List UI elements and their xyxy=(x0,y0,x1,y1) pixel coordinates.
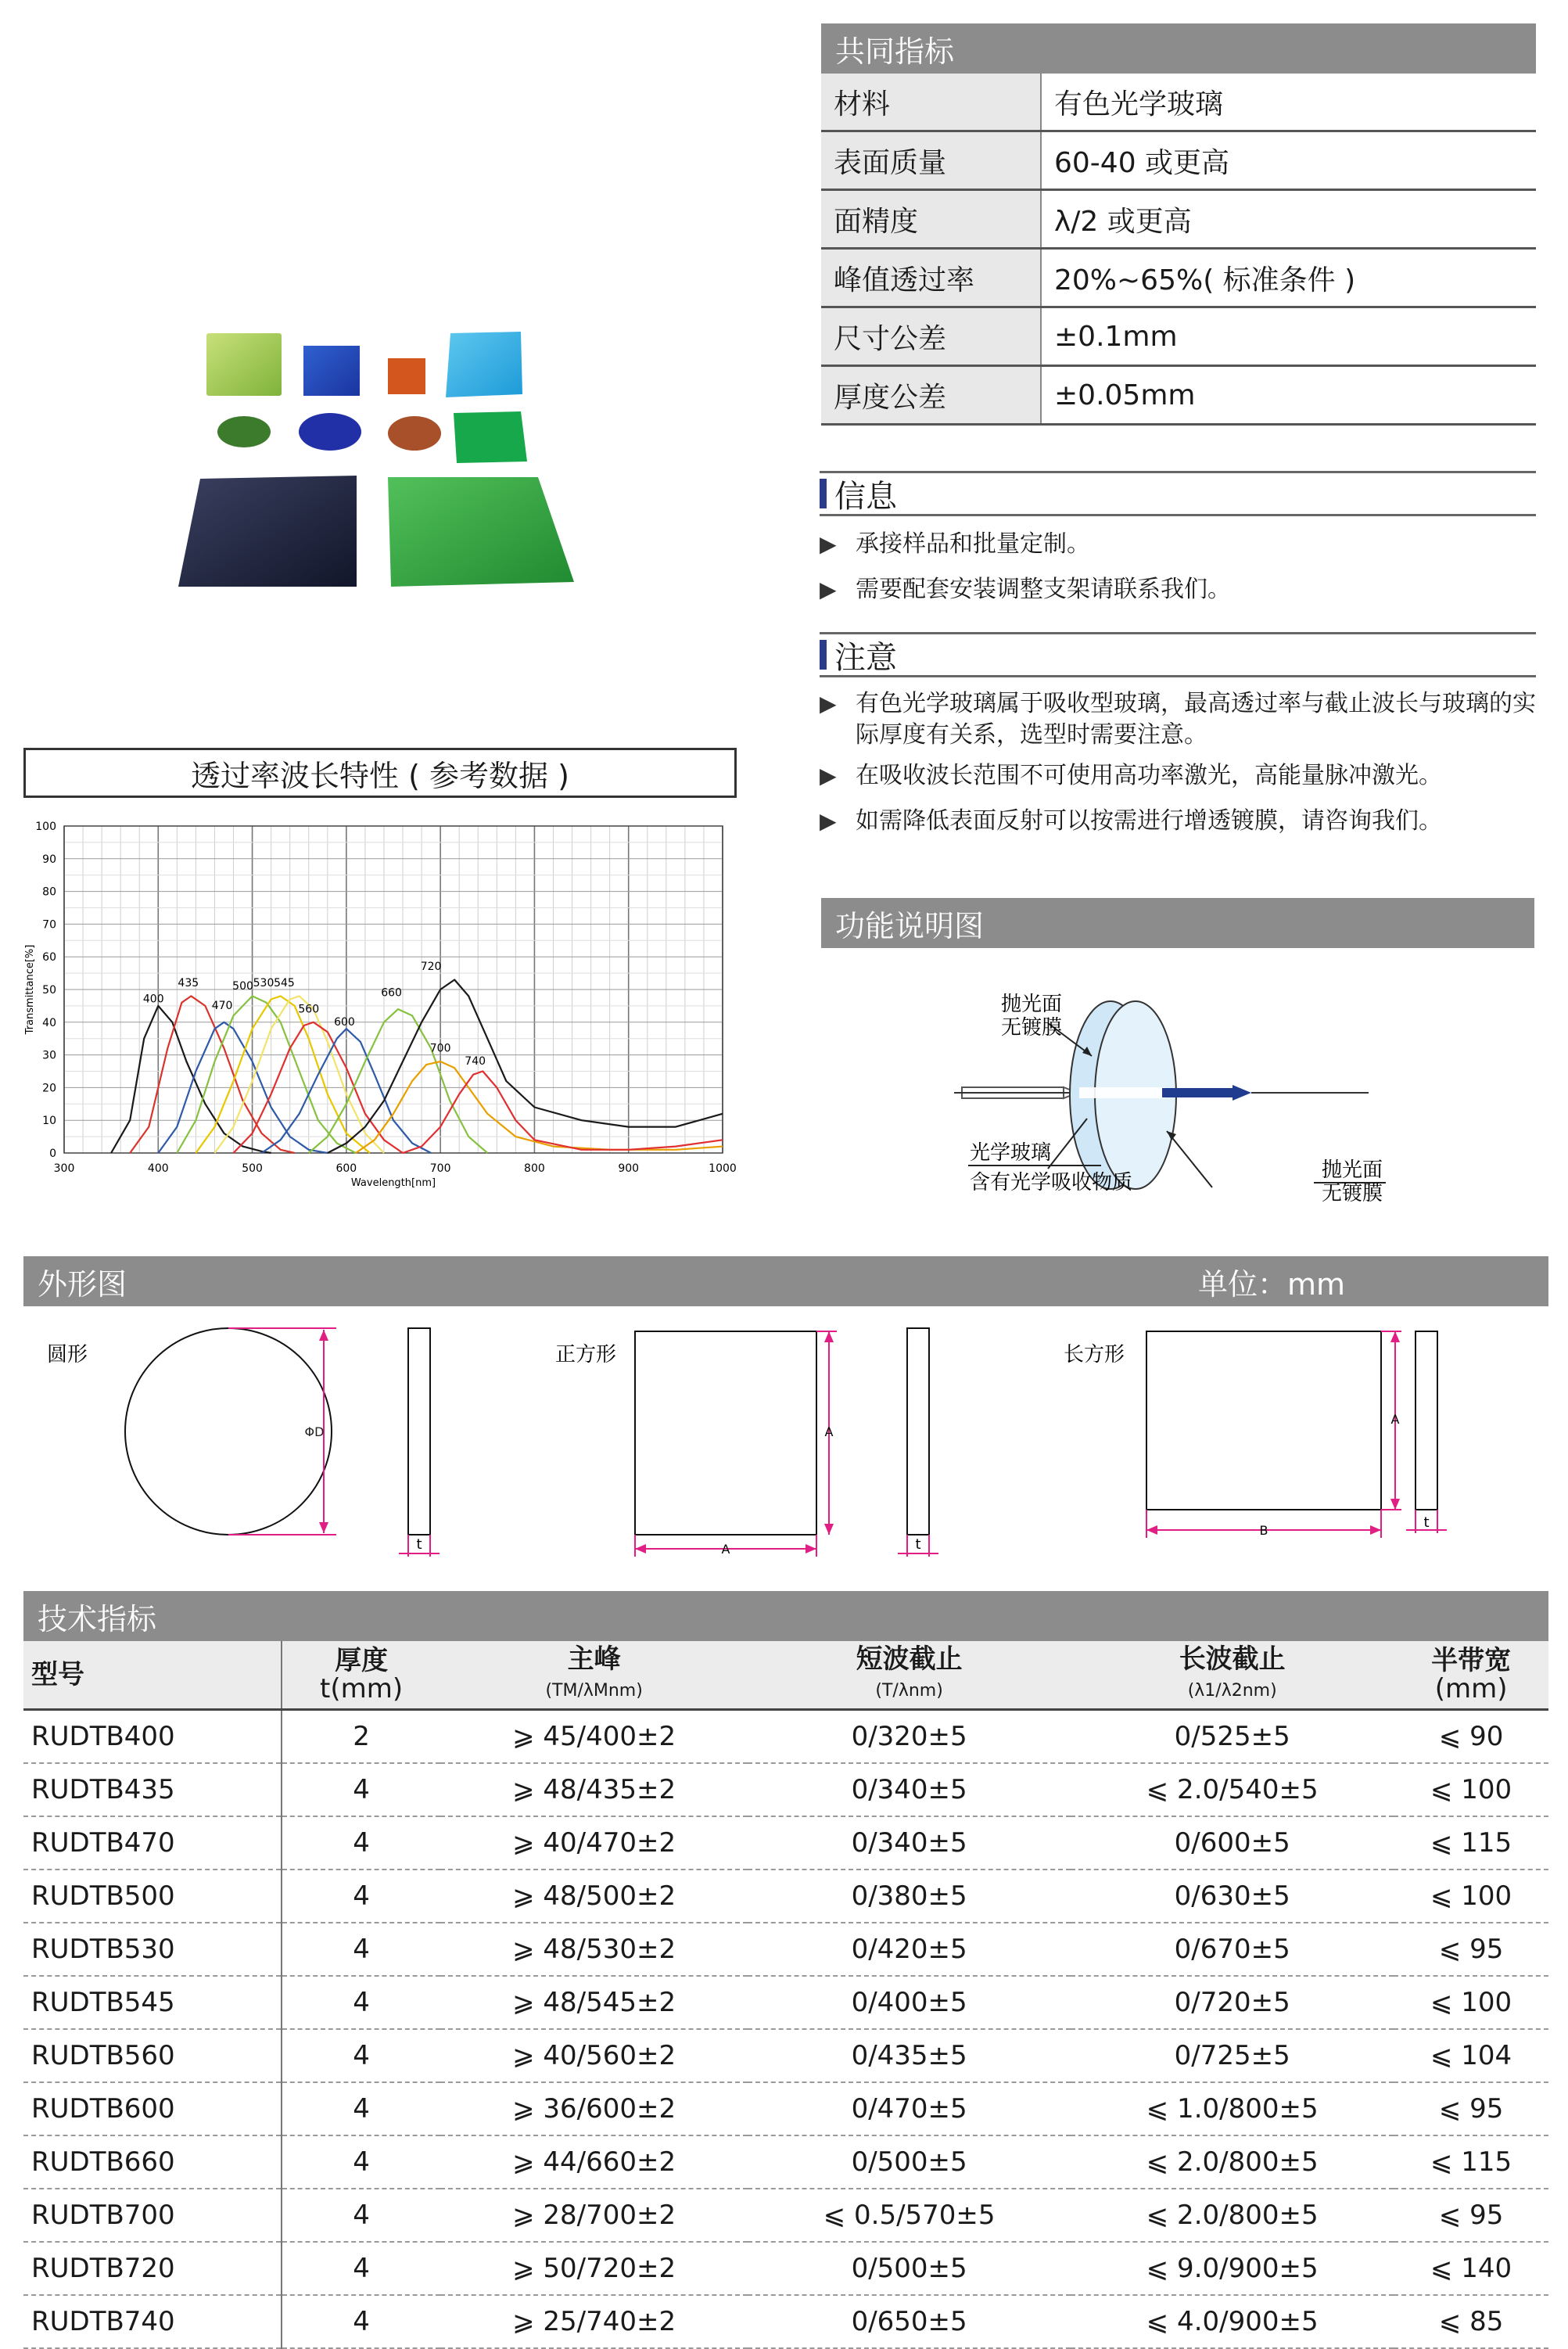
spec-table xyxy=(821,74,1536,426)
model-cell: RUDTB600 xyxy=(23,2082,282,2135)
x-tick-label: 700 xyxy=(429,1162,451,1175)
model-cell: RUDTB435 xyxy=(23,1763,282,1816)
model-cell: RUDTB560 xyxy=(23,2029,282,2082)
x-tick-label: 300 xyxy=(53,1162,75,1175)
short-cut-cell: 0/650±5 xyxy=(748,2295,1071,2348)
series-line-740 xyxy=(403,1072,723,1154)
transmittance-chart xyxy=(16,821,743,1212)
tech-title: 技术指标 xyxy=(23,1591,1548,1641)
x-tick-label: 1000 xyxy=(709,1162,737,1175)
spec-row xyxy=(821,366,1536,425)
spec-value: 20%~65%( 标准条件 ) xyxy=(1041,249,1536,307)
notes-title: 注意 xyxy=(834,639,897,676)
col-model: 型号 xyxy=(23,1641,282,1710)
label-right-2: 无镀膜 xyxy=(1322,1182,1383,1205)
long-cut-cell: ⩽ 4.0/900±5 xyxy=(1071,2295,1394,2348)
thickness-cell: 4 xyxy=(282,1816,440,1870)
peak-cell: ⩾ 40/470±2 xyxy=(440,1816,748,1870)
tech-row xyxy=(23,2242,1548,2295)
outline-title: 外形图 xyxy=(38,1266,127,1302)
bandwidth-cell: ⩽ 95 xyxy=(1394,2189,1548,2242)
outline-drawings xyxy=(23,1322,1548,1572)
thickness-cell: 4 xyxy=(282,2135,440,2189)
bandwidth-cell: ⩽ 140 xyxy=(1394,2242,1548,2295)
note-text: 有色光学玻璃属于吸收型玻璃，最高透过率与截止波长与玻璃的实际厚度有关系，选型时需要注意。 xyxy=(856,690,1536,749)
col-long-cut: 长波截止 (λ1/λ2nm) xyxy=(1071,1641,1394,1710)
dim-a-vertical: A xyxy=(824,1424,834,1439)
model-cell: RUDTB530 xyxy=(23,1923,282,1976)
section-marker xyxy=(820,479,827,508)
spec-key: 峰值透过率 xyxy=(821,249,1041,307)
dim-t: t xyxy=(1423,1514,1430,1531)
note-item xyxy=(820,806,1536,837)
tech-row xyxy=(23,2189,1548,2242)
long-cut-cell: 0/670±5 xyxy=(1071,1923,1394,1976)
long-cut-cell: 0/630±5 xyxy=(1071,1870,1394,1923)
long-cut-cell: 0/600±5 xyxy=(1071,1816,1394,1870)
tech-row xyxy=(23,2082,1548,2135)
bandwidth-cell: ⩽ 100 xyxy=(1394,1763,1548,1816)
y-tick-label: 90 xyxy=(42,853,56,866)
short-cut-cell: 0/320±5 xyxy=(748,1710,1071,1764)
spec-key: 材料 xyxy=(821,74,1041,131)
y-tick-label: 20 xyxy=(42,1082,56,1095)
thickness-cell: 4 xyxy=(282,1923,440,1976)
bullet-arrow-icon: ▶ xyxy=(820,763,837,788)
spec-row xyxy=(821,74,1536,131)
short-cut-cell: 0/500±5 xyxy=(748,2135,1071,2189)
short-cut-cell: 0/435±5 xyxy=(748,2029,1071,2082)
thickness-cell: 4 xyxy=(282,2295,440,2348)
x-tick-label: 600 xyxy=(335,1162,357,1175)
y-tick-label: 100 xyxy=(35,821,56,833)
model-cell: RUDTB700 xyxy=(23,2189,282,2242)
y-tick-label: 30 xyxy=(42,1049,56,1062)
square-shape xyxy=(635,1331,816,1535)
long-cut-cell: ⩽ 2.0/540±5 xyxy=(1071,1763,1394,1816)
tech-row xyxy=(23,1870,1548,1923)
label-left-2: 含有光学吸收物质 xyxy=(970,1171,1133,1194)
model-cell: RUDTB500 xyxy=(23,1870,282,1923)
short-cut-cell: 0/340±5 xyxy=(748,1763,1071,1816)
peak-label: 600 xyxy=(334,1015,355,1029)
notes-heading xyxy=(820,632,1536,677)
bandwidth-cell: ⩽ 100 xyxy=(1394,1870,1548,1923)
label-top-1: 抛光面 xyxy=(1001,993,1063,1016)
col-thickness: 厚度 t(mm) xyxy=(282,1641,440,1710)
model-cell: RUDTB740 xyxy=(23,2295,282,2348)
tech-row xyxy=(23,1710,1548,1764)
long-cut-cell: 0/525±5 xyxy=(1071,1710,1394,1764)
label-top-2: 无镀膜 xyxy=(1001,1016,1063,1040)
thickness-cell: 4 xyxy=(282,2029,440,2082)
y-tick-label: 70 xyxy=(42,918,56,932)
bandwidth-cell: ⩽ 85 xyxy=(1394,2295,1548,2348)
model-cell: RUDTB660 xyxy=(23,2135,282,2189)
info-section xyxy=(820,471,1536,620)
bandwidth-cell: ⩽ 104 xyxy=(1394,2029,1548,2082)
spec-value: 60-40 或更高 xyxy=(1041,131,1536,190)
tech-row xyxy=(23,2295,1548,2348)
spec-row xyxy=(821,190,1536,249)
peak-cell: ⩾ 36/600±2 xyxy=(440,2082,748,2135)
square-label: 正方形 xyxy=(555,1343,617,1367)
thickness-cell: 4 xyxy=(282,1976,440,2029)
short-cut-cell: ⩽ 0.5/570±5 xyxy=(748,2189,1071,2242)
peak-label: 435 xyxy=(178,976,199,990)
rect-shape xyxy=(1146,1331,1381,1510)
thickness-cell: 2 xyxy=(282,1710,440,1764)
round-side xyxy=(408,1328,430,1535)
info-item xyxy=(820,574,1536,620)
long-cut-cell: ⩽ 9.0/900±5 xyxy=(1071,2242,1394,2295)
bullet-arrow-icon: ▶ xyxy=(820,531,837,557)
peak-cell: ⩾ 40/560±2 xyxy=(440,2029,748,2082)
peak-label: 545 xyxy=(274,976,295,990)
thickness-cell: 4 xyxy=(282,1870,440,1923)
peak-label: 660 xyxy=(381,986,402,1000)
peak-label: 470 xyxy=(211,1000,233,1013)
function-diagram-title: 功能说明图 xyxy=(821,898,1534,948)
peak-label: 400 xyxy=(142,993,164,1006)
tech-row xyxy=(23,1923,1548,1976)
bandwidth-cell: ⩽ 90 xyxy=(1394,1710,1548,1764)
y-tick-label: 80 xyxy=(42,885,56,899)
note-text: 在吸收波长范围不可使用高功率激光，高能量脉冲激光。 xyxy=(856,762,1442,789)
bandwidth-cell: ⩽ 95 xyxy=(1394,1923,1548,1976)
outline-header xyxy=(23,1256,1548,1306)
tech-header-row xyxy=(23,1641,1548,1710)
outline-unit: 单位：mm xyxy=(1197,1266,1345,1302)
x-tick-label: 500 xyxy=(242,1162,263,1175)
chart-title: 透过率波长特性 ( 参考数据 ) xyxy=(23,748,737,798)
beam-absorbed xyxy=(1162,1088,1233,1097)
peak-cell: ⩾ 45/400±2 xyxy=(440,1710,748,1764)
spec-value: ±0.05mm xyxy=(1041,366,1536,425)
col-bandwidth: 半带宽 (mm) xyxy=(1394,1641,1548,1710)
square-side xyxy=(907,1328,929,1535)
label-right-1: 抛光面 xyxy=(1322,1158,1383,1182)
info-text: 承接样品和批量定制。 xyxy=(856,530,1090,558)
product-photo xyxy=(156,313,594,594)
note-item xyxy=(820,760,1536,792)
bullet-arrow-icon: ▶ xyxy=(820,691,837,717)
info-heading xyxy=(820,471,1536,516)
series-line-500 xyxy=(177,996,356,1153)
peak-cell: ⩾ 25/740±2 xyxy=(440,2295,748,2348)
peak-cell: ⩾ 48/530±2 xyxy=(440,1923,748,1976)
spec-row xyxy=(821,249,1536,307)
spec-row xyxy=(821,307,1536,366)
bullet-arrow-icon: ▶ xyxy=(820,576,837,602)
model-cell: RUDTB400 xyxy=(23,1710,282,1764)
dim-a-horizontal: A xyxy=(721,1542,730,1557)
thickness-cell: 4 xyxy=(282,2189,440,2242)
peak-cell: ⩾ 28/700±2 xyxy=(440,2189,748,2242)
note-item xyxy=(820,688,1536,751)
peak-cell: ⩾ 44/660±2 xyxy=(440,2135,748,2189)
peak-label: 700 xyxy=(429,1042,451,1055)
note-text: 如需降低表面反射可以按需进行增透镀膜，请咨询我们。 xyxy=(856,807,1442,835)
peak-label: 560 xyxy=(298,1003,320,1016)
spec-value: ±0.1mm xyxy=(1041,307,1536,366)
thickness-cell: 4 xyxy=(282,2082,440,2135)
col-peak: 主峰 (TM/λMnm) xyxy=(440,1641,748,1710)
long-cut-cell: 0/725±5 xyxy=(1071,2029,1394,2082)
series-line-660 xyxy=(309,1009,488,1153)
info-title: 信息 xyxy=(834,478,897,515)
round-label: 圆形 xyxy=(47,1343,88,1367)
label-left-1: 光学玻璃 xyxy=(970,1141,1052,1165)
bandwidth-cell: ⩽ 115 xyxy=(1394,1816,1548,1870)
bandwidth-cell: ⩽ 95 xyxy=(1394,2082,1548,2135)
short-cut-cell: 0/380±5 xyxy=(748,1870,1071,1923)
y-axis-label: Transmittance[%] xyxy=(24,944,36,1035)
model-cell: RUDTB470 xyxy=(23,1816,282,1870)
spec-key: 尺寸公差 xyxy=(821,307,1041,366)
y-tick-label: 60 xyxy=(42,951,56,964)
spec-value: 有色光学玻璃 xyxy=(1041,74,1536,131)
series-line-400 xyxy=(111,1006,271,1153)
spec-value: λ/2 或更高 xyxy=(1041,190,1536,249)
peak-cell: ⩾ 48/435±2 xyxy=(440,1763,748,1816)
peak-label: 500 xyxy=(232,980,253,993)
spec-panel xyxy=(821,23,1536,426)
tech-table xyxy=(23,1641,1548,2349)
long-cut-cell: ⩽ 1.0/800±5 xyxy=(1071,2082,1394,2135)
peak-cell: ⩾ 48/500±2 xyxy=(440,1870,748,1923)
tech-row xyxy=(23,1816,1548,1870)
series-line-700 xyxy=(356,1061,723,1153)
spec-key: 厚度公差 xyxy=(821,366,1041,425)
model-cell: RUDTB545 xyxy=(23,1976,282,2029)
thickness-cell: 4 xyxy=(282,1763,440,1816)
model-cell: RUDTB720 xyxy=(23,2242,282,2295)
spec-row xyxy=(821,131,1536,190)
short-cut-cell: 0/470±5 xyxy=(748,2082,1071,2135)
dim-b: B xyxy=(1259,1523,1268,1538)
tech-row xyxy=(23,2029,1548,2082)
dim-a-vertical: A xyxy=(1390,1412,1400,1427)
spec-key: 表面质量 xyxy=(821,131,1041,190)
short-cut-cell: 0/500±5 xyxy=(748,2242,1071,2295)
notes-section xyxy=(820,632,1536,837)
y-tick-label: 50 xyxy=(42,984,56,997)
y-tick-label: 0 xyxy=(49,1148,56,1160)
tech-section xyxy=(23,1591,1548,2349)
x-tick-label: 400 xyxy=(147,1162,169,1175)
peak-label: 720 xyxy=(420,960,442,973)
bandwidth-cell: ⩽ 100 xyxy=(1394,1976,1548,2029)
short-cut-cell: 0/340±5 xyxy=(748,1816,1071,1870)
tech-row xyxy=(23,1976,1548,2029)
short-cut-cell: 0/420±5 xyxy=(748,1923,1071,1976)
bandwidth-cell: ⩽ 115 xyxy=(1394,2135,1548,2189)
peak-label: 530 xyxy=(253,976,274,990)
rect-side xyxy=(1416,1331,1437,1510)
peak-label: 740 xyxy=(465,1055,486,1069)
info-item xyxy=(820,529,1536,574)
x-tick-label: 900 xyxy=(618,1162,640,1175)
rect-label: 长方形 xyxy=(1064,1343,1125,1367)
dim-t: t xyxy=(416,1536,422,1553)
long-cut-cell: ⩽ 2.0/800±5 xyxy=(1071,2135,1394,2189)
y-tick-label: 10 xyxy=(42,1115,56,1128)
tech-row xyxy=(23,2135,1548,2189)
spec-key: 面精度 xyxy=(821,190,1041,249)
long-cut-cell: ⩽ 2.0/800±5 xyxy=(1071,2189,1394,2242)
round-shape xyxy=(125,1328,332,1535)
x-tick-label: 800 xyxy=(524,1162,545,1175)
info-text: 需要配套安装调整支架请联系我们。 xyxy=(856,576,1231,603)
function-diagram xyxy=(954,978,1392,1212)
y-tick-label: 40 xyxy=(42,1016,56,1029)
section-marker xyxy=(820,640,827,670)
peak-cell: ⩾ 50/720±2 xyxy=(440,2242,748,2295)
short-cut-cell: 0/400±5 xyxy=(748,1976,1071,2029)
col-short-cut: 短波截止 (T/λnm) xyxy=(748,1641,1071,1710)
thickness-cell: 4 xyxy=(282,2242,440,2295)
dim-t: t xyxy=(915,1536,921,1553)
long-cut-cell: 0/720±5 xyxy=(1071,1976,1394,2029)
bullet-arrow-icon: ▶ xyxy=(820,808,837,834)
peak-cell: ⩾ 48/545±2 xyxy=(440,1976,748,2029)
tech-row xyxy=(23,1763,1548,1816)
x-axis-label: Wavelength[nm] xyxy=(350,1177,436,1189)
dim-phi: ΦD xyxy=(304,1424,325,1439)
spec-title: 共同指标 xyxy=(821,23,1536,74)
